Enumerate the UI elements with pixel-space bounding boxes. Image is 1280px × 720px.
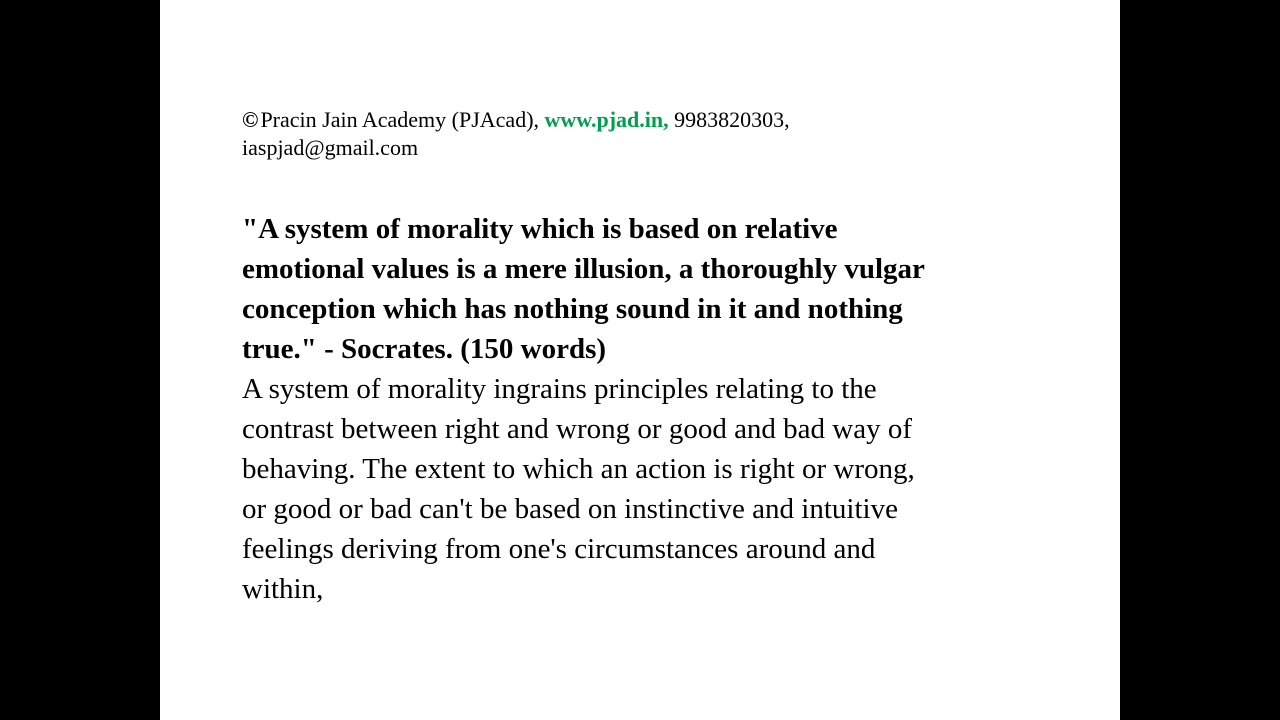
- question-line: "A system of morality which is based on relative: [242, 213, 838, 245]
- org-name: Pracin Jain Academy (PJAcad),: [260, 107, 545, 132]
- email-address: iaspjad@gmail.com: [242, 135, 419, 160]
- website-link[interactable]: www.pjad.in,: [544, 107, 669, 132]
- document-slide: [160, 0, 1120, 720]
- answer-line: A system of morality ingrains principles relating to the: [242, 373, 877, 405]
- answer-line: within,: [242, 573, 324, 605]
- question-text: [242, 209, 1042, 369]
- answer-line: contrast between right and wrong or good and bad way of: [242, 413, 913, 445]
- copyright-icon: ©: [242, 107, 259, 132]
- question-line: emotional values is a mere illusion, a thoroughly vulgar: [242, 253, 925, 285]
- answer-line: or good or bad can't be based on instinctive and intuitive: [242, 493, 898, 525]
- question-line: true." - Socrates. (150 words): [242, 333, 607, 365]
- answer-text: [242, 369, 1042, 609]
- phone-number: 9983820303,: [668, 107, 790, 132]
- question-line: conception which has nothing sound in it and nothing: [242, 293, 903, 325]
- answer-line: feelings deriving from one's circumstances around and: [242, 533, 876, 565]
- slide-header: [242, 106, 882, 162]
- answer-line: behaving. The extent to which an action is right or wrong,: [242, 453, 915, 485]
